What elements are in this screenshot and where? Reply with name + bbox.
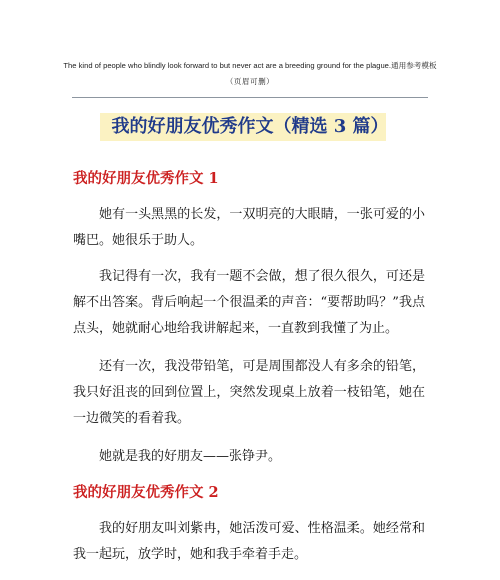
paragraph: 还有一次，我没带铅笔，可是周围都没人有多余的铅笔，我只好沮丧的回到位置上，突然发现桌上放着一枝铅笔，她在一边微笑的看着我。	[73, 359, 425, 426]
header-note: （页眉可删）	[225, 77, 275, 86]
document-title: 我的好朋友优秀作文（精选 3 篇）	[111, 116, 389, 137]
section-heading: 我的好朋友优秀作文 1	[73, 170, 219, 187]
header-tagline: The kind of people who blindly look forward to but never act are a breeding ground for the plague.通用参考模板	[63, 61, 437, 70]
paragraph: 她有一头黑黑的长发，一双明亮的大眼睛，一张可爱的小嘴巴。她很乐于助人。	[73, 207, 425, 248]
header-divider	[72, 97, 428, 98]
document-body	[73, 168, 425, 580]
paragraph: 我记得有一次，我有一题不会做，想了很久很久，可还是解不出答案。背后响起一个很温柔的声音：“要帮助吗？”我点点头，她就耐心地给我讲解起来，一直教到我懂了为止。	[73, 269, 425, 336]
section-heading: 我的好朋友优秀作文 2	[73, 484, 219, 501]
paragraph: 她就是我的好朋友——张铮尹。	[99, 449, 282, 464]
paragraph: 我的好朋友叫刘紫冉，她活泼可爱、性格温柔。她经常和我一起玩，放学时，她和我手牵着手走。	[73, 521, 425, 562]
page-header	[0, 60, 500, 87]
